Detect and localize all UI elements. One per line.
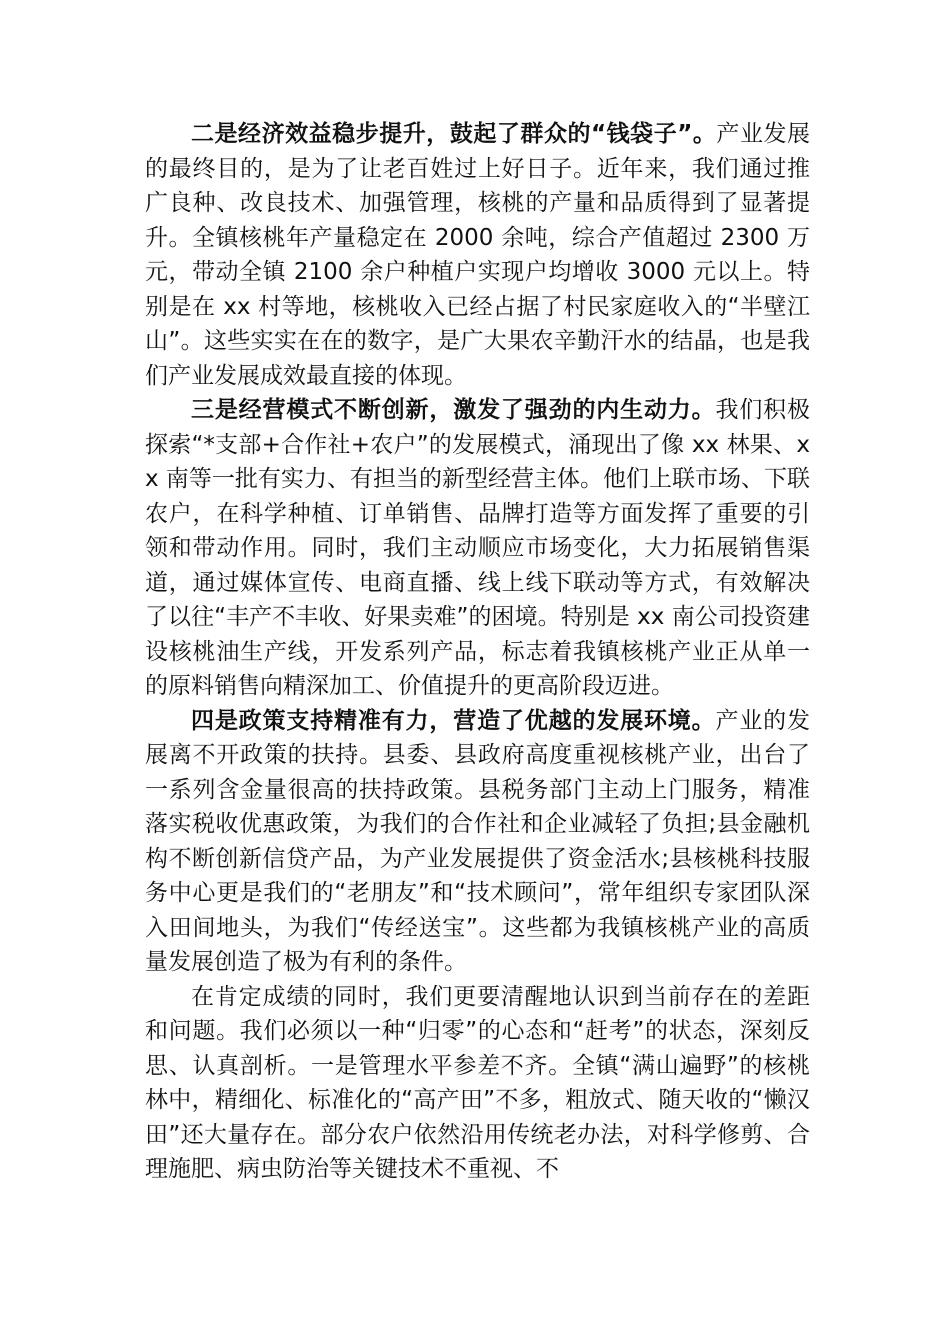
paragraph-heading: 二是经济效益稳步提升，鼓起了群众的“钱袋子”。 [191,121,717,147]
paragraph-body: 产业发展的最终目的，是为了让老百姓过上好日子。近年来，我们通过推广良种、改良技术、加强管理，核桃的产量和品质得到了显著提升。全镇核桃年产量稳定在 2000 余吨，综合产值超过 2300 万元，带动全镇 2100 余户种植户实现户均增收 3000 元以上。特别是在 xx 村等地，核桃收入已经占据了村民家庭收入的“半壁江山”。这些实实在在的数字，是广大果农辛勤汗水的结晶，也是我们产业发展成效最直接的体现。 [145,121,811,389]
paragraph-problems [145,980,810,1187]
paragraph-policy-support [145,704,810,980]
paragraph-body: 产业的发展离不开政策的扶持。县委、县政府高度重视核桃产业，出台了一系列含金量很高的扶持政策。县税务部门主动上门服务，精准落实税收优惠政策，为我们的合作社和企业减轻了负担;县金融机构不断创新信贷产品，为产业发展提供了资金活水;县核桃科技服务中心更是我们的“老朋友”和“技术顾问”，常年组织专家团队深入田间地头，为我们“传经送宝”。这些都为我镇核桃产业的高质量发展创造了极为有利的条件。 [145,707,811,975]
paragraph-heading: 三是经营模式不断创新，激发了强劲的内生动力。 [191,397,716,423]
paragraph-body: 在肯定成绩的同时，我们更要清醒地认识到当前存在的差距和问题。我们必须以一种“归零”的心态和“赶考”的状态，深刻反思、认真剖析。一是管理水平参差不齐。全镇“满山遍野”的核桃林中，精细化、标准化的“高产田”不多，粗放式、随天收的“懒汉田”还大量存在。部分农户依然沿用传统老办法，对科学修剪、合理施肥、病虫防治等关键技术不重视、不 [145,983,810,1182]
paragraph-economic-benefits [145,117,810,393]
paragraph-heading: 四是政策支持精准有力，营造了优越的发展环境。 [191,707,716,734]
document-page [145,117,810,1187]
paragraph-business-model [145,393,810,704]
paragraph-body: 我们积极探索“*支部+合作社+农户”的发展模式，涌现出了像 xx 林果、xx 南等一批有实力、有担当的新型经营主体。他们上联市场、下联农户，在科学种植、订单销售、品牌打造等方面发挥了重要的引领和带动作用。同时，我们主动顺应市场变化，大力拓展销售渠道，通过媒体宣传、电商直播、线上线下联动等方式，有效解决了以往“丰产不丰收、好果卖难”的困境。特别是 xx 南公司投资建设核桃油生产线，开发系列产品，标志着我镇核桃产业正从单一的原料销售向精深加工、价值提升的更高阶段迈进。 [145,397,811,699]
